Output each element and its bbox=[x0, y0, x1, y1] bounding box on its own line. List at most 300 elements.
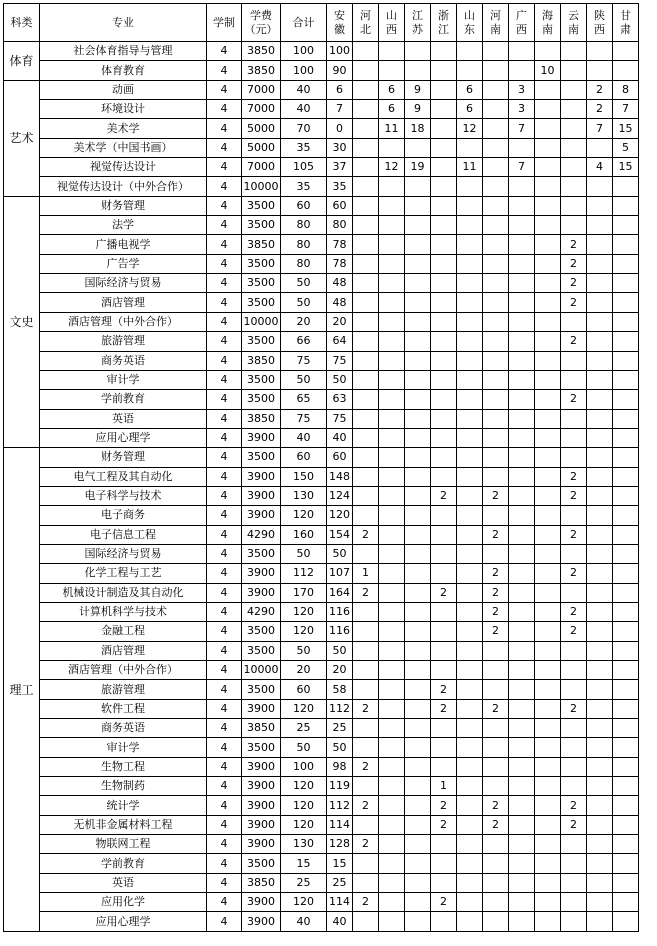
value-cell: 3900 bbox=[242, 757, 281, 776]
value-cell bbox=[613, 622, 639, 641]
value-cell bbox=[431, 602, 457, 621]
major-cell: 财务管理 bbox=[40, 448, 207, 467]
value-cell bbox=[483, 661, 509, 680]
value-cell: 78 bbox=[327, 235, 353, 254]
value-cell: 60 bbox=[281, 448, 327, 467]
value-cell bbox=[587, 583, 613, 602]
table-row bbox=[4, 912, 639, 931]
major-cell: 美术学 bbox=[40, 119, 207, 138]
value-cell: 3500 bbox=[242, 332, 281, 351]
value-cell bbox=[483, 893, 509, 912]
value-cell bbox=[587, 332, 613, 351]
value-cell: 80 bbox=[281, 235, 327, 254]
value-cell: 4 bbox=[207, 216, 242, 235]
value-cell bbox=[353, 138, 379, 157]
value-cell: 2 bbox=[561, 467, 587, 486]
value-cell: 0 bbox=[327, 119, 353, 138]
value-cell bbox=[457, 757, 483, 776]
value-cell: 7000 bbox=[242, 158, 281, 177]
value-cell bbox=[379, 912, 405, 931]
major-cell: 商务英语 bbox=[40, 351, 207, 370]
value-cell bbox=[353, 119, 379, 138]
value-cell: 4 bbox=[587, 158, 613, 177]
value-cell: 150 bbox=[281, 467, 327, 486]
value-cell bbox=[379, 409, 405, 428]
value-cell bbox=[613, 583, 639, 602]
value-cell bbox=[509, 235, 535, 254]
major-cell: 商务英语 bbox=[40, 719, 207, 738]
value-cell bbox=[405, 448, 431, 467]
value-cell bbox=[457, 544, 483, 563]
value-cell bbox=[509, 448, 535, 467]
value-cell bbox=[483, 158, 509, 177]
value-cell bbox=[379, 815, 405, 834]
value-cell bbox=[509, 815, 535, 834]
value-cell bbox=[587, 177, 613, 196]
value-cell bbox=[587, 622, 613, 641]
value-cell: 11 bbox=[457, 158, 483, 177]
value-cell: 3500 bbox=[242, 738, 281, 757]
value-cell bbox=[535, 254, 561, 273]
value-cell bbox=[483, 409, 509, 428]
table-row bbox=[4, 42, 639, 61]
value-cell: 3500 bbox=[242, 622, 281, 641]
value-cell bbox=[379, 796, 405, 815]
value-cell bbox=[587, 448, 613, 467]
value-cell bbox=[457, 583, 483, 602]
value-cell: 10000 bbox=[242, 661, 281, 680]
value-cell: 2 bbox=[483, 602, 509, 621]
value-cell bbox=[483, 351, 509, 370]
value-cell bbox=[405, 506, 431, 525]
value-cell bbox=[379, 777, 405, 796]
header-shandong-label: 山东 bbox=[464, 8, 475, 36]
value-cell bbox=[405, 661, 431, 680]
major-cell: 广播电视学 bbox=[40, 235, 207, 254]
value-cell bbox=[535, 235, 561, 254]
table-row bbox=[4, 835, 639, 854]
value-cell bbox=[457, 835, 483, 854]
value-cell: 114 bbox=[327, 893, 353, 912]
value-cell bbox=[587, 138, 613, 157]
value-cell bbox=[431, 873, 457, 892]
category-cell: 体育 bbox=[4, 42, 40, 81]
value-cell: 3850 bbox=[242, 351, 281, 370]
value-cell: 48 bbox=[327, 274, 353, 293]
value-cell bbox=[509, 177, 535, 196]
value-cell: 6 bbox=[379, 80, 405, 99]
major-cell: 学前教育 bbox=[40, 390, 207, 409]
value-cell: 2 bbox=[561, 332, 587, 351]
value-cell: 120 bbox=[327, 506, 353, 525]
value-cell: 35 bbox=[327, 177, 353, 196]
value-cell bbox=[613, 835, 639, 854]
value-cell bbox=[483, 61, 509, 80]
value-cell: 4 bbox=[207, 332, 242, 351]
value-cell bbox=[613, 544, 639, 563]
value-cell bbox=[535, 158, 561, 177]
value-cell: 70 bbox=[281, 119, 327, 138]
value-cell: 4 bbox=[207, 777, 242, 796]
value-cell bbox=[431, 235, 457, 254]
value-cell: 5000 bbox=[242, 119, 281, 138]
value-cell bbox=[379, 351, 405, 370]
header-hebei-label: 河北 bbox=[360, 8, 371, 36]
value-cell: 2 bbox=[483, 699, 509, 718]
value-cell bbox=[587, 661, 613, 680]
value-cell bbox=[535, 854, 561, 873]
value-cell bbox=[509, 796, 535, 815]
value-cell: 4 bbox=[207, 235, 242, 254]
value-cell: 6 bbox=[327, 80, 353, 99]
value-cell bbox=[483, 216, 509, 235]
value-cell bbox=[587, 274, 613, 293]
table-row bbox=[4, 158, 639, 177]
value-cell bbox=[457, 738, 483, 757]
value-cell bbox=[535, 196, 561, 215]
value-cell bbox=[483, 912, 509, 931]
value-cell bbox=[405, 815, 431, 834]
value-cell bbox=[431, 757, 457, 776]
value-cell bbox=[431, 428, 457, 447]
major-cell: 视觉传达设计 bbox=[40, 158, 207, 177]
value-cell: 120 bbox=[281, 602, 327, 621]
value-cell: 37 bbox=[327, 158, 353, 177]
value-cell: 60 bbox=[281, 680, 327, 699]
value-cell: 2 bbox=[587, 80, 613, 99]
value-cell bbox=[587, 602, 613, 621]
value-cell bbox=[431, 835, 457, 854]
value-cell bbox=[405, 254, 431, 273]
value-cell bbox=[535, 370, 561, 389]
table-row bbox=[4, 641, 639, 660]
value-cell: 20 bbox=[281, 661, 327, 680]
value-cell: 10 bbox=[535, 61, 561, 80]
value-cell bbox=[509, 428, 535, 447]
value-cell bbox=[587, 351, 613, 370]
value-cell bbox=[431, 293, 457, 312]
table-row bbox=[4, 61, 639, 80]
value-cell bbox=[353, 351, 379, 370]
value-cell: 20 bbox=[327, 312, 353, 331]
value-cell bbox=[353, 390, 379, 409]
value-cell: 7 bbox=[509, 119, 535, 138]
value-cell bbox=[561, 138, 587, 157]
value-cell: 50 bbox=[281, 293, 327, 312]
value-cell: 116 bbox=[327, 602, 353, 621]
value-cell bbox=[613, 738, 639, 757]
value-cell bbox=[535, 661, 561, 680]
value-cell: 1 bbox=[431, 777, 457, 796]
value-cell bbox=[379, 835, 405, 854]
header-shandong bbox=[457, 4, 483, 42]
value-cell bbox=[535, 216, 561, 235]
table-row bbox=[4, 719, 639, 738]
value-cell: 3500 bbox=[242, 196, 281, 215]
value-cell bbox=[405, 177, 431, 196]
value-cell: 2 bbox=[483, 796, 509, 815]
value-cell: 65 bbox=[281, 390, 327, 409]
value-cell bbox=[457, 216, 483, 235]
value-cell: 128 bbox=[327, 835, 353, 854]
header-shanxi-label: 山西 bbox=[386, 8, 397, 36]
value-cell: 7 bbox=[587, 119, 613, 138]
value-cell bbox=[431, 854, 457, 873]
table-row bbox=[4, 467, 639, 486]
value-cell: 15 bbox=[613, 119, 639, 138]
category-cell: 理工 bbox=[4, 448, 40, 932]
value-cell: 25 bbox=[281, 719, 327, 738]
table-row bbox=[4, 893, 639, 912]
value-cell bbox=[613, 293, 639, 312]
value-cell bbox=[379, 699, 405, 718]
value-cell bbox=[405, 467, 431, 486]
value-cell: 4290 bbox=[242, 602, 281, 621]
value-cell: 20 bbox=[327, 661, 353, 680]
major-cell: 软件工程 bbox=[40, 699, 207, 718]
value-cell bbox=[587, 719, 613, 738]
value-cell bbox=[613, 216, 639, 235]
value-cell: 2 bbox=[353, 835, 379, 854]
value-cell: 3500 bbox=[242, 370, 281, 389]
value-cell bbox=[457, 525, 483, 544]
major-cell: 学前教育 bbox=[40, 854, 207, 873]
value-cell bbox=[379, 390, 405, 409]
value-cell bbox=[587, 796, 613, 815]
value-cell bbox=[379, 196, 405, 215]
value-cell bbox=[405, 893, 431, 912]
value-cell bbox=[613, 448, 639, 467]
value-cell bbox=[535, 448, 561, 467]
value-cell: 50 bbox=[281, 544, 327, 563]
value-cell bbox=[509, 622, 535, 641]
value-cell bbox=[457, 254, 483, 273]
value-cell bbox=[561, 835, 587, 854]
value-cell: 2 bbox=[561, 564, 587, 583]
value-cell: 2 bbox=[431, 486, 457, 505]
value-cell: 3500 bbox=[242, 293, 281, 312]
value-cell bbox=[535, 796, 561, 815]
value-cell: 25 bbox=[327, 873, 353, 892]
value-cell: 120 bbox=[281, 506, 327, 525]
value-cell bbox=[561, 158, 587, 177]
value-cell bbox=[483, 312, 509, 331]
value-cell bbox=[405, 641, 431, 660]
value-cell bbox=[379, 332, 405, 351]
value-cell bbox=[353, 196, 379, 215]
value-cell bbox=[379, 486, 405, 505]
value-cell: 2 bbox=[483, 486, 509, 505]
value-cell bbox=[405, 61, 431, 80]
value-cell bbox=[613, 177, 639, 196]
value-cell: 100 bbox=[281, 757, 327, 776]
value-cell bbox=[431, 177, 457, 196]
value-cell bbox=[509, 332, 535, 351]
value-cell bbox=[379, 564, 405, 583]
value-cell: 4 bbox=[207, 467, 242, 486]
value-cell bbox=[353, 661, 379, 680]
value-cell bbox=[535, 486, 561, 505]
value-cell: 2 bbox=[561, 602, 587, 621]
value-cell bbox=[587, 467, 613, 486]
value-cell bbox=[561, 583, 587, 602]
value-cell bbox=[405, 216, 431, 235]
major-cell: 审计学 bbox=[40, 370, 207, 389]
header-gansu-label: 甘肃 bbox=[620, 8, 631, 36]
value-cell bbox=[431, 138, 457, 157]
value-cell bbox=[535, 583, 561, 602]
value-cell bbox=[405, 370, 431, 389]
value-cell bbox=[535, 544, 561, 563]
table-row bbox=[4, 796, 639, 815]
value-cell bbox=[587, 777, 613, 796]
value-cell: 75 bbox=[281, 409, 327, 428]
major-cell: 计算机科学与技术 bbox=[40, 602, 207, 621]
value-cell bbox=[535, 332, 561, 351]
value-cell: 7 bbox=[327, 100, 353, 119]
value-cell bbox=[431, 351, 457, 370]
value-cell bbox=[457, 699, 483, 718]
value-cell bbox=[353, 738, 379, 757]
value-cell bbox=[613, 873, 639, 892]
value-cell bbox=[561, 100, 587, 119]
value-cell bbox=[535, 467, 561, 486]
value-cell: 30 bbox=[327, 138, 353, 157]
value-cell: 4 bbox=[207, 564, 242, 583]
value-cell: 9 bbox=[405, 100, 431, 119]
value-cell bbox=[353, 777, 379, 796]
value-cell bbox=[535, 80, 561, 99]
value-cell bbox=[613, 42, 639, 61]
header-gansu bbox=[613, 4, 639, 42]
header-hebei bbox=[353, 4, 379, 42]
value-cell bbox=[405, 312, 431, 331]
value-cell bbox=[431, 312, 457, 331]
value-cell bbox=[405, 777, 431, 796]
value-cell bbox=[431, 196, 457, 215]
value-cell bbox=[509, 274, 535, 293]
value-cell: 4 bbox=[207, 544, 242, 563]
value-cell bbox=[509, 525, 535, 544]
value-cell bbox=[509, 544, 535, 563]
value-cell bbox=[431, 216, 457, 235]
value-cell: 4 bbox=[207, 138, 242, 157]
table-row bbox=[4, 80, 639, 99]
table-row bbox=[4, 312, 639, 331]
value-cell: 170 bbox=[281, 583, 327, 602]
value-cell bbox=[353, 409, 379, 428]
value-cell bbox=[431, 254, 457, 273]
value-cell bbox=[613, 602, 639, 621]
major-cell: 酒店管理 bbox=[40, 641, 207, 660]
value-cell: 107 bbox=[327, 564, 353, 583]
value-cell bbox=[353, 254, 379, 273]
value-cell bbox=[379, 893, 405, 912]
value-cell bbox=[587, 757, 613, 776]
value-cell bbox=[613, 641, 639, 660]
value-cell bbox=[353, 622, 379, 641]
value-cell: 4 bbox=[207, 912, 242, 931]
value-cell bbox=[379, 680, 405, 699]
value-cell: 120 bbox=[281, 622, 327, 641]
major-cell: 动画 bbox=[40, 80, 207, 99]
value-cell: 119 bbox=[327, 777, 353, 796]
value-cell bbox=[431, 525, 457, 544]
value-cell: 19 bbox=[405, 158, 431, 177]
value-cell bbox=[509, 583, 535, 602]
value-cell bbox=[587, 312, 613, 331]
value-cell bbox=[535, 564, 561, 583]
value-cell bbox=[457, 719, 483, 738]
table-row bbox=[4, 544, 639, 563]
value-cell: 4 bbox=[207, 815, 242, 834]
table-row bbox=[4, 680, 639, 699]
major-cell: 无机非金属材料工程 bbox=[40, 815, 207, 834]
value-cell bbox=[379, 854, 405, 873]
header-tuition: 学费（元） bbox=[242, 4, 281, 42]
value-cell bbox=[379, 622, 405, 641]
value-cell bbox=[509, 293, 535, 312]
value-cell: 3500 bbox=[242, 854, 281, 873]
value-cell bbox=[405, 602, 431, 621]
value-cell bbox=[613, 564, 639, 583]
value-cell: 4 bbox=[207, 719, 242, 738]
value-cell: 18 bbox=[405, 119, 431, 138]
value-cell bbox=[431, 80, 457, 99]
value-cell: 105 bbox=[281, 158, 327, 177]
value-cell: 40 bbox=[327, 428, 353, 447]
value-cell: 130 bbox=[281, 835, 327, 854]
table-row bbox=[4, 138, 639, 157]
value-cell bbox=[613, 912, 639, 931]
value-cell: 2 bbox=[561, 525, 587, 544]
value-cell bbox=[353, 467, 379, 486]
value-cell: 4 bbox=[207, 80, 242, 99]
value-cell bbox=[405, 796, 431, 815]
value-cell bbox=[483, 254, 509, 273]
header-shanxi bbox=[379, 4, 405, 42]
value-cell: 4 bbox=[207, 274, 242, 293]
value-cell: 35 bbox=[281, 177, 327, 196]
value-cell bbox=[405, 196, 431, 215]
value-cell bbox=[509, 699, 535, 718]
value-cell bbox=[535, 428, 561, 447]
major-cell: 审计学 bbox=[40, 738, 207, 757]
table-row bbox=[4, 177, 639, 196]
value-cell bbox=[535, 873, 561, 892]
value-cell bbox=[613, 61, 639, 80]
value-cell bbox=[535, 893, 561, 912]
value-cell bbox=[535, 274, 561, 293]
value-cell bbox=[561, 409, 587, 428]
value-cell bbox=[379, 42, 405, 61]
value-cell: 100 bbox=[327, 42, 353, 61]
value-cell bbox=[509, 680, 535, 699]
value-cell: 50 bbox=[327, 738, 353, 757]
value-cell bbox=[535, 680, 561, 699]
value-cell: 4 bbox=[207, 486, 242, 505]
header-yunnan bbox=[561, 4, 587, 42]
table-row bbox=[4, 293, 639, 312]
value-cell bbox=[509, 312, 535, 331]
value-cell bbox=[561, 544, 587, 563]
value-cell: 90 bbox=[327, 61, 353, 80]
admissions-table-container bbox=[3, 3, 639, 932]
value-cell bbox=[561, 61, 587, 80]
major-cell: 应用心理学 bbox=[40, 912, 207, 931]
value-cell bbox=[587, 42, 613, 61]
value-cell: 50 bbox=[327, 544, 353, 563]
